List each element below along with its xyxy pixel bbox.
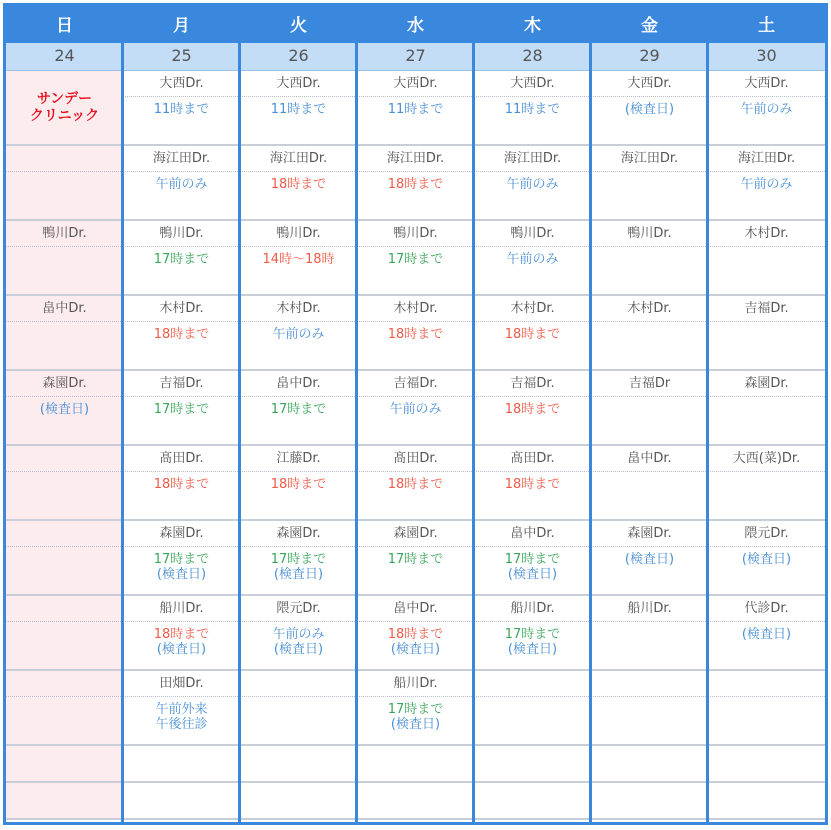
availability-note: 17時まで [153,402,210,417]
availability-note: 14時〜18時 [262,252,335,267]
schedule-cell-mon [123,596,240,671]
schedule-cell-tue [240,521,357,596]
availability-notes [591,547,708,567]
schedule-cell-tue [240,146,357,221]
doctor-name: 髙田Dr. [123,446,240,472]
schedule-cell-sun [6,371,123,446]
availability-notes [474,397,591,417]
weekly-doctor-schedule [3,3,828,825]
availability-notes [708,247,825,252]
schedule-cell-mon [123,783,240,820]
doctor-name: 船川Dr. [123,596,240,622]
schedule-cell-thu [474,221,591,296]
availability-notes [591,397,708,402]
availability-notes [357,247,474,267]
schedule-cell-thu [474,521,591,596]
schedule-cell-sat [708,371,825,446]
schedule-cell-wed [357,71,474,146]
availability-note: 18時まで [504,327,561,342]
schedule-cell-fri [591,746,708,783]
doctor-name: 森園Dr. [240,521,357,547]
doctor-name: 髙田Dr. [474,446,591,472]
availability-notes [591,247,708,252]
empty-slot-divider [6,671,123,697]
availability-note: 18時まで [153,627,210,642]
availability-note: 午前のみ [506,177,559,192]
schedule-cell-wed [357,521,474,596]
availability-notes [357,622,474,657]
empty-slot-divider [591,671,708,697]
weekday-header-wed: 水 [357,6,474,41]
availability-notes [708,472,825,477]
availability-notes [708,172,825,192]
schedule-cell-mon [123,221,240,296]
availability-note: 17時まで [504,627,561,642]
schedule-cell-thu [474,596,591,671]
availability-note: 18時まで [153,477,210,492]
availability-notes [591,97,708,117]
doctor-name: 鴨川Dr. [474,221,591,247]
schedule-cell-fri [591,371,708,446]
schedule-cell-sat [708,221,825,296]
availability-notes [591,322,708,327]
schedule-cell-tue [240,71,357,146]
availability-notes [474,247,591,267]
schedule-cell-sun [6,296,123,371]
availability-note: 午前のみ [740,177,793,192]
availability-note: 17時まで [270,402,327,417]
doctor-name: 吉福Dr [591,371,708,397]
availability-notes [240,97,357,117]
doctor-name: 大西Dr. [240,71,357,97]
doctor-name: 木村Dr. [474,296,591,322]
empty-slot-divider [708,671,825,697]
availability-notes [474,172,591,192]
availability-note: (検査日) [390,642,441,657]
doctor-name: 吉福Dr. [357,371,474,397]
availability-notes [123,547,240,582]
schedule-cell-thu [474,146,591,221]
availability-note: (検査日) [741,552,792,567]
doctor-name: 大西Dr. [474,71,591,97]
availability-notes [123,97,240,117]
doctor-name: 鴨川Dr. [6,221,123,247]
schedule-cell-fri [591,521,708,596]
doctor-name: 鴨川Dr. [123,221,240,247]
availability-note: (検査日) [507,642,558,657]
availability-notes [357,97,474,117]
doctor-name: 森園Dr. [357,521,474,547]
doctor-name: 隈元Dr. [708,521,825,547]
availability-note: 午前のみ [155,177,208,192]
date-cell-fri: 29 [591,41,708,71]
availability-note: 17時まで [387,702,444,717]
schedule-cell-wed [357,671,474,746]
doctor-name: 田畑Dr. [123,671,240,697]
availability-notes [708,397,825,402]
schedule-cell-wed [357,446,474,521]
availability-note: 17時まで [270,552,327,567]
schedule-cell-tue [240,596,357,671]
doctor-name: 海江田Dr. [123,146,240,172]
availability-notes [240,547,357,582]
availability-notes [123,322,240,342]
doctor-name: 海江田Dr. [474,146,591,172]
availability-notes [123,247,240,267]
doctor-name: 畠中Dr. [357,596,474,622]
schedule-cell-sun [6,746,123,783]
availability-notes [357,697,474,732]
availability-notes [591,172,708,177]
empty-slot-divider [6,596,123,622]
doctor-name: 森園Dr. [123,521,240,547]
availability-note: (検査日) [273,567,324,582]
schedule-cell-fri [591,446,708,521]
doctor-name: 髙田Dr. [357,446,474,472]
availability-note: 午前のみ [389,402,442,417]
schedule-cell-sat [708,71,825,146]
doctor-name: 大西Dr. [591,71,708,97]
weekday-header-tue: 火 [240,6,357,41]
schedule-cell-sun [6,671,123,746]
schedule-cell-sun [6,71,123,146]
schedule-cell-fri [591,221,708,296]
doctor-name: 大西Dr. [708,71,825,97]
availability-notes [123,397,240,417]
doctor-name: 海江田Dr. [240,146,357,172]
date-cell-mon: 25 [123,41,240,71]
schedule-cell-thu [474,446,591,521]
date-cell-wed: 27 [357,41,474,71]
empty-slot-divider [6,446,123,472]
doctor-name: 鴨川Dr. [357,221,474,247]
schedule-cell-wed [357,371,474,446]
availability-note: 18時まで [504,477,561,492]
doctor-name: 吉福Dr. [474,371,591,397]
doctor-name: 大西Dr. [123,71,240,97]
doctor-name: 畠中Dr. [591,446,708,472]
availability-notes [123,697,240,732]
availability-notes [357,547,474,567]
availability-note: (検査日) [39,402,90,417]
schedule-cell-sat [708,296,825,371]
schedule-cell-tue [240,221,357,296]
schedule-cell-thu [474,296,591,371]
doctor-name: 海江田Dr. [357,146,474,172]
date-cell-tue: 26 [240,41,357,71]
doctor-name: 森園Dr. [591,521,708,547]
availability-notes [123,622,240,657]
doctor-name: 吉福Dr. [708,296,825,322]
availability-note: 11時まで [504,102,561,117]
weekday-header-fri: 金 [591,6,708,41]
schedule-cell-thu [474,671,591,746]
date-cell-sun: 24 [6,41,123,71]
availability-notes [357,397,474,417]
availability-note: 18時まで [153,327,210,342]
doctor-name: 木村Dr. [123,296,240,322]
availability-note: 17時まで [504,552,561,567]
empty-slot-divider [474,671,591,697]
schedule-cell-sun [6,596,123,671]
availability-notes [240,172,357,192]
schedule-cell-mon [123,146,240,221]
availability-notes [474,472,591,492]
availability-notes [474,97,591,117]
schedule-cell-mon [123,446,240,521]
availability-note: 午前のみ [506,252,559,267]
doctor-name: 代診Dr. [708,596,825,622]
availability-note: 午後往診 [155,717,208,732]
empty-slot-divider [240,671,357,697]
availability-note: (検査日) [273,642,324,657]
availability-note: (検査日) [624,102,675,117]
availability-notes [357,472,474,492]
availability-notes [708,322,825,327]
availability-notes [240,247,357,267]
weekday-header-thu: 木 [474,6,591,41]
availability-note: 18時まで [270,177,327,192]
availability-notes [6,247,123,252]
schedule-cell-thu [474,746,591,783]
schedule-cell-fri [591,783,708,820]
schedule-cell-thu [474,371,591,446]
availability-note: (検査日) [156,567,207,582]
doctor-name: 江藤Dr. [240,446,357,472]
empty-slot-divider [6,521,123,547]
doctor-name: 大西Dr. [357,71,474,97]
schedule-cell-sun [6,521,123,596]
availability-note: 午前のみ [740,102,793,117]
availability-notes [123,472,240,492]
availability-note: 17時まで [387,552,444,567]
empty-slot-divider [6,146,123,172]
doctor-name: 船川Dr. [474,596,591,622]
availability-notes [240,322,357,342]
availability-note: 午前のみ [272,327,325,342]
availability-note: 18時まで [387,477,444,492]
availability-note: 午前外来 [155,702,208,717]
schedule-cell-sun [6,446,123,521]
schedule-cell-wed [357,596,474,671]
availability-notes [591,622,708,627]
availability-notes [6,322,123,327]
weekday-header-sat: 土 [708,6,825,41]
schedule-cell-sat [708,596,825,671]
weekday-header-sun: 日 [6,6,123,41]
availability-notes [708,622,825,642]
schedule-cell-sat [708,671,825,746]
doctor-name: 船川Dr. [591,596,708,622]
schedule-cell-wed [357,746,474,783]
doctor-name: 海江田Dr. [708,146,825,172]
schedule-cell-wed [357,146,474,221]
availability-notes [474,547,591,582]
schedule-cell-sun [6,221,123,296]
availability-note: (検査日) [507,567,558,582]
schedule-cell-tue [240,746,357,783]
schedule-cell-sun [6,783,123,820]
doctor-name: 畠中Dr. [474,521,591,547]
schedule-cell-tue [240,446,357,521]
doctor-name: 森園Dr. [6,371,123,397]
doctor-name: 鴨川Dr. [591,221,708,247]
availability-notes [474,322,591,342]
schedule-cell-thu [474,783,591,820]
doctor-name: 船川Dr. [357,671,474,697]
availability-note: 17時まで [153,252,210,267]
availability-note: 18時まで [387,327,444,342]
schedule-cell-mon [123,746,240,783]
availability-note: (検査日) [741,627,792,642]
availability-note: 18時まで [504,402,561,417]
doctor-name: 森園Dr. [708,371,825,397]
availability-note: 11時まで [387,102,444,117]
schedule-cell-sat [708,521,825,596]
schedule-cell-wed [357,296,474,371]
schedule-cell-fri [591,71,708,146]
schedule-cell-sat [708,446,825,521]
availability-notes [123,172,240,192]
doctor-name: 隈元Dr. [240,596,357,622]
availability-notes [240,397,357,417]
weekday-header-mon: 月 [123,6,240,41]
schedule-cell-sun [6,146,123,221]
schedule-cell-mon [123,521,240,596]
availability-notes [474,622,591,657]
schedule-cell-wed [357,783,474,820]
doctor-name: 海江田Dr. [591,146,708,172]
availability-notes [708,97,825,117]
date-cell-sat: 30 [708,41,825,71]
schedule-cell-fri [591,596,708,671]
schedule-cell-mon [123,371,240,446]
schedule-cell-sat [708,783,825,820]
schedule-cell-wed [357,221,474,296]
schedule-cell-tue [240,296,357,371]
schedule-cell-mon [123,296,240,371]
availability-notes [357,172,474,192]
availability-notes [708,547,825,567]
doctor-name: 鴨川Dr. [240,221,357,247]
schedule-cell-thu [474,71,591,146]
availability-note: (検査日) [156,642,207,657]
availability-notes [240,622,357,657]
availability-notes [240,472,357,492]
doctor-name: 吉福Dr. [123,371,240,397]
date-cell-thu: 28 [474,41,591,71]
doctor-name: 畠中Dr. [240,371,357,397]
availability-note: (検査日) [624,552,675,567]
schedule-cell-tue [240,783,357,820]
schedule-cell-sat [708,146,825,221]
availability-note: 11時まで [153,102,210,117]
availability-notes [6,397,123,417]
availability-note: 18時まで [270,477,327,492]
availability-note: 18時まで [387,627,444,642]
availability-notes [357,322,474,342]
schedule-cell-mon [123,671,240,746]
schedule-cell-sat [708,746,825,783]
availability-note: 18時まで [387,177,444,192]
availability-note: 午前のみ [272,627,325,642]
schedule-cell-fri [591,671,708,746]
doctor-name: 畠中Dr. [6,296,123,322]
schedule-cell-mon [123,71,240,146]
doctor-name: 木村Dr. [240,296,357,322]
availability-note: 17時まで [387,252,444,267]
availability-note: 17時まで [153,552,210,567]
doctor-name: 木村Dr. [357,296,474,322]
doctor-name: 木村Dr. [708,221,825,247]
schedule-cell-fri [591,296,708,371]
availability-note: (検査日) [390,717,441,732]
doctor-name: 木村Dr. [591,296,708,322]
sunday-clinic-label: サンデー クリニック [29,91,100,124]
availability-notes [591,472,708,477]
schedule-cell-tue [240,671,357,746]
availability-note: 11時まで [270,102,327,117]
schedule-cell-fri [591,146,708,221]
doctor-name: 大西(菜)Dr. [708,446,825,472]
schedule-cell-tue [240,371,357,446]
